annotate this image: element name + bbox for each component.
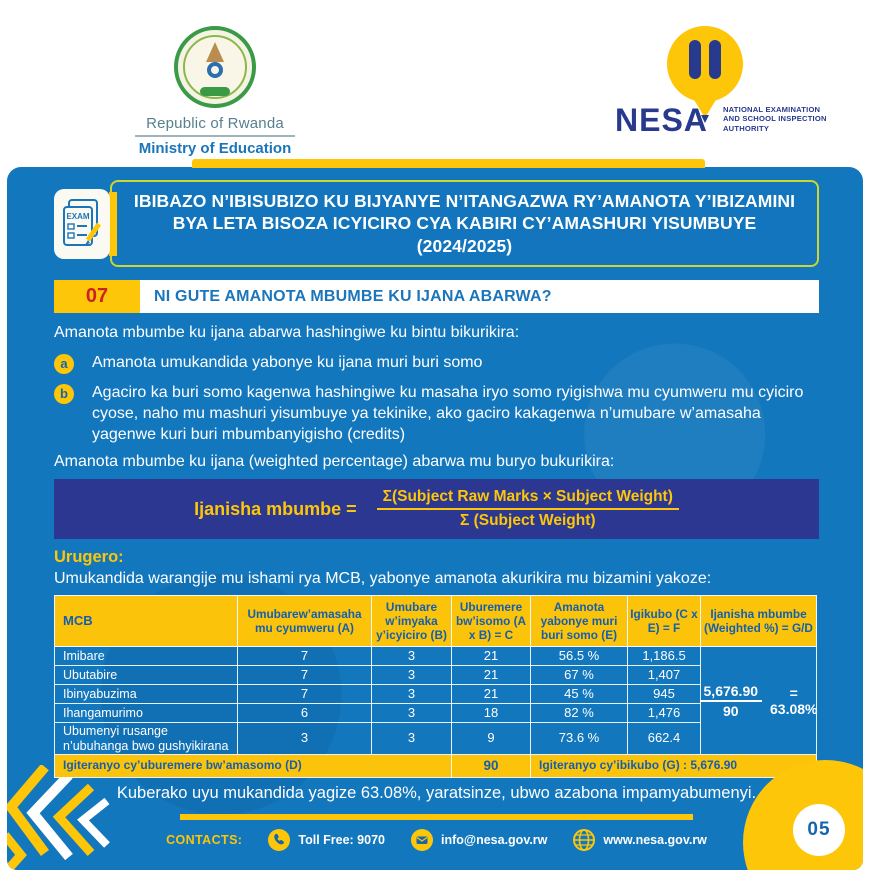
nesa-full-name: NATIONAL EXAMINATION AND SCHOOL INSPECTION AUTHORITY: [723, 105, 827, 133]
bullet-b-text: Agaciro ka buri somo kagenwa hashingiwe ku masaha iryo somo ryigishwa mu cyumweru mu cyiciro cyose, naho mu mashuri yisumbuye ya tekinike, ako gaciro kakagenwa n’umubare w’amasaha yagenwe kuri buri mbumbanyigisho (credits): [92, 383, 804, 443]
table-header-row: [55, 595, 817, 646]
phone-contact[interactable]: [268, 829, 385, 851]
gov-ministry: Ministry of Education: [138, 140, 292, 157]
nesa-acronym: NESA: [615, 102, 708, 138]
question-text: NI GUTE AMANOTA MBUMBE KU IJANA ABARWA?: [140, 280, 819, 313]
phone-icon: [268, 829, 290, 851]
exam-document-icon: [61, 198, 103, 250]
bullet-a: [54, 353, 819, 374]
rwanda-coat-of-arms-icon: [174, 26, 256, 108]
weighted-result-cell: [701, 647, 817, 755]
bullet-a-text: Amanota umukandida yabonye ku ijana muri buri somo: [92, 353, 483, 371]
gov-divider: [135, 135, 295, 137]
website-text: www.nesa.gov.rw: [603, 832, 707, 847]
header-product: Igikubo (C x E) = F: [628, 595, 701, 646]
example-intro-text: Umukandida warangije mu ishami rya MCB, yabonye amanota akurikira mu bizamini yakoze:: [54, 570, 712, 588]
total-weight-value: 90: [452, 755, 531, 778]
bullet-b: [54, 383, 819, 445]
contacts-label: CONTACTS:: [166, 832, 243, 847]
contacts-bar: [54, 829, 819, 851]
page-number: 05: [807, 819, 831, 840]
gov-title: Republic of Rwanda: [146, 115, 284, 132]
table-footer-row: [55, 755, 817, 778]
page-header: [0, 0, 870, 167]
email-text: info@nesa.gov.rw: [440, 832, 548, 847]
page-title: IBIBAZO N’IBISUBIZO KU BIJYANYE N’ITANGAZWA RY’AMANOTA Y’IBIZAMINI BYA LETA BISOZA ICYICIRO CYA KABIRI CY’AMASHURI YISUMBUYE (2024/2025): [133, 191, 796, 256]
globe-icon: [573, 829, 595, 851]
formula-box: [54, 479, 819, 539]
title-banner: [54, 180, 819, 267]
exam-icon: [54, 189, 114, 259]
table-row: Ubutabire 7 3 21 67 % 1,407: [55, 666, 817, 685]
phone-text: Toll Free: 9070: [298, 832, 385, 847]
header-years: Umubare w’imyaka y’icyiciro (B): [372, 595, 452, 646]
panel-top-tab: [192, 159, 705, 168]
header-weight: Uburemere bw’isomo (A x B) = C: [452, 595, 531, 646]
question-number: 07: [54, 280, 140, 313]
formula-numerator: Σ(Subject Raw Marks × Subject Weight): [377, 488, 679, 510]
conclusion-text: Kuberako uyu mukandida yagize 63.08%, yaratsinze, ubwo azabona impamyabumenyi.: [116, 783, 757, 802]
marks-table-container: [54, 595, 819, 778]
nesa-logo: [615, 26, 830, 146]
page-number-badge: [793, 804, 845, 856]
example-label: Urugero:: [54, 548, 124, 567]
formula-denominator: Σ (Subject Weight): [459, 512, 596, 530]
header-marks: Amanota yabonye muri buri somo (E): [531, 595, 628, 646]
formula-lhs: Ijanisha mbumbe =: [194, 498, 357, 519]
question-row: [54, 280, 819, 313]
total-weight-label: Igiteranyo cy’uburemere bw’amasomo (D): [55, 755, 452, 778]
footer-divider: [180, 814, 693, 820]
intro-text: Amanota mbumbe ku ijana abarwa hashingiwe ku bintu bikurikira:: [54, 324, 520, 342]
header-mcb: MCB: [55, 595, 238, 646]
banner-title-box: [110, 180, 819, 267]
marks-table: [54, 595, 817, 778]
header-hours: Umubarew’amasaha mu cyumweru (A): [238, 595, 372, 646]
table-row: Imibare 7 3 21 56.5 % 1,186.5 $\frac{5,676.90}{90}$ = 63.08%: [55, 647, 817, 666]
weighted-result: = 63.08%: [770, 684, 818, 717]
nesa-pencil-icon: [667, 26, 743, 102]
government-logo: [105, 26, 325, 157]
svg-text:EXAM: EXAM: [66, 211, 90, 221]
formula-intro-text: Amanota mbumbe ku ijana (weighted percentage) abarwa mu buryo bukurikira:: [54, 453, 615, 471]
weighted-fraction: $\frac{5,676.90}{90}$: [700, 683, 763, 719]
formula-fraction: [377, 488, 679, 530]
table-row: Ubumenyi rusange n’ubuhanga bwo gushyikirana 3 3 9 73.6 % 662.4: [55, 723, 817, 755]
main-panel: [7, 167, 863, 870]
website-contact[interactable]: [573, 829, 707, 851]
email-contact[interactable]: [411, 829, 547, 851]
bullet-b-marker: b: [54, 384, 74, 404]
total-product-label: Igiteranyo cy’ibikubo (G) : 5,676.90: [531, 755, 817, 778]
table-row: Ibinyabuzima 7 3 21 45 % 945: [55, 685, 817, 704]
header-weighted: Ijanisha mbumbe (Weighted %) = G/D: [701, 595, 817, 646]
email-icon: [411, 829, 433, 851]
bullet-a-marker: a: [54, 354, 74, 374]
table-row: Ihangamurimo 6 3 18 82 % 1,476: [55, 704, 817, 723]
